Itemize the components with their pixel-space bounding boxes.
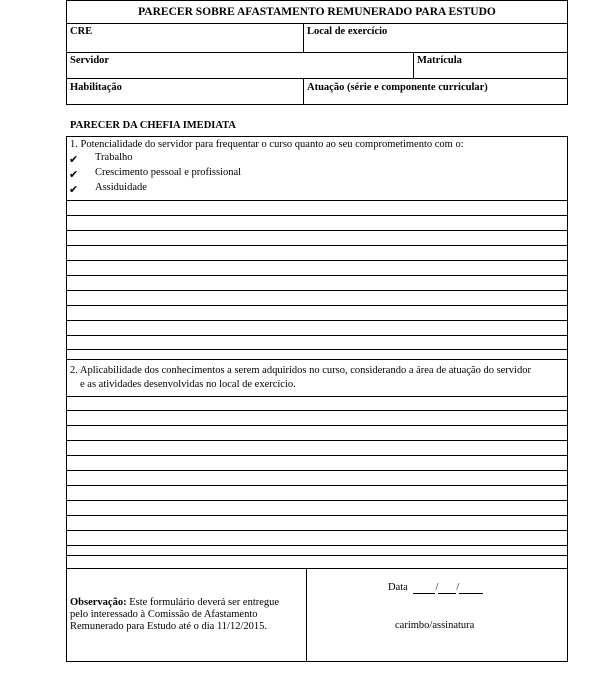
date-separator: /	[435, 582, 439, 593]
servidor-field[interactable]: Servidor	[70, 55, 110, 66]
section-title: PARECER DA CHEFIA IMEDIATA	[70, 120, 236, 131]
observation-label: Observação:	[70, 597, 127, 608]
form-title: PARECER SOBRE AFASTAMENTO REMUNERADO PARA ESTUDO	[138, 6, 496, 18]
habilitacao-field[interactable]: Habilitação	[70, 82, 122, 93]
date-separator: /	[456, 582, 460, 593]
atuacao-field[interactable]: Atuação (série e componente curricular)	[307, 82, 488, 93]
question-2-text-cont: e as atividades desenvolvidas no local de exercício.	[80, 379, 296, 390]
observation-text-2: pelo interessado à Comissão de Afastamento	[70, 609, 258, 620]
observation-text-1: Este formulário deverá ser entregue	[126, 597, 280, 608]
q1-item-label: Trabalho	[95, 152, 133, 163]
question-1-text: 1. Potencialidade do servidor para frequentar o curso quanto ao seu comprometimento com o:	[70, 139, 464, 150]
observation-text-3: Remunerado para Estudo até o dia 11/12/2015.	[70, 621, 268, 632]
checkmark-icon: ✔	[69, 169, 79, 181]
cre-field[interactable]: CRE	[70, 26, 93, 37]
observation-note	[70, 597, 302, 633]
date-label: Data	[388, 582, 408, 593]
q1-item-label: Crescimento pessoal e profissional	[95, 167, 242, 178]
q1-item-label: Assiduidade	[95, 182, 147, 193]
checkmark-icon: ✔	[69, 184, 79, 196]
date-field[interactable]	[388, 582, 483, 594]
matricula-field[interactable]: Matrícula	[417, 55, 462, 66]
signature-label: carimbo/assinatura	[395, 620, 475, 631]
question-2-text: 2. Aplicabilidade dos conhecimentos a serem adquiridos no curso, considerando a área de atuação do servidor	[70, 365, 531, 376]
checkmark-icon: ✔	[69, 154, 79, 166]
local-exercicio-field[interactable]: Local de exercício	[307, 26, 388, 37]
